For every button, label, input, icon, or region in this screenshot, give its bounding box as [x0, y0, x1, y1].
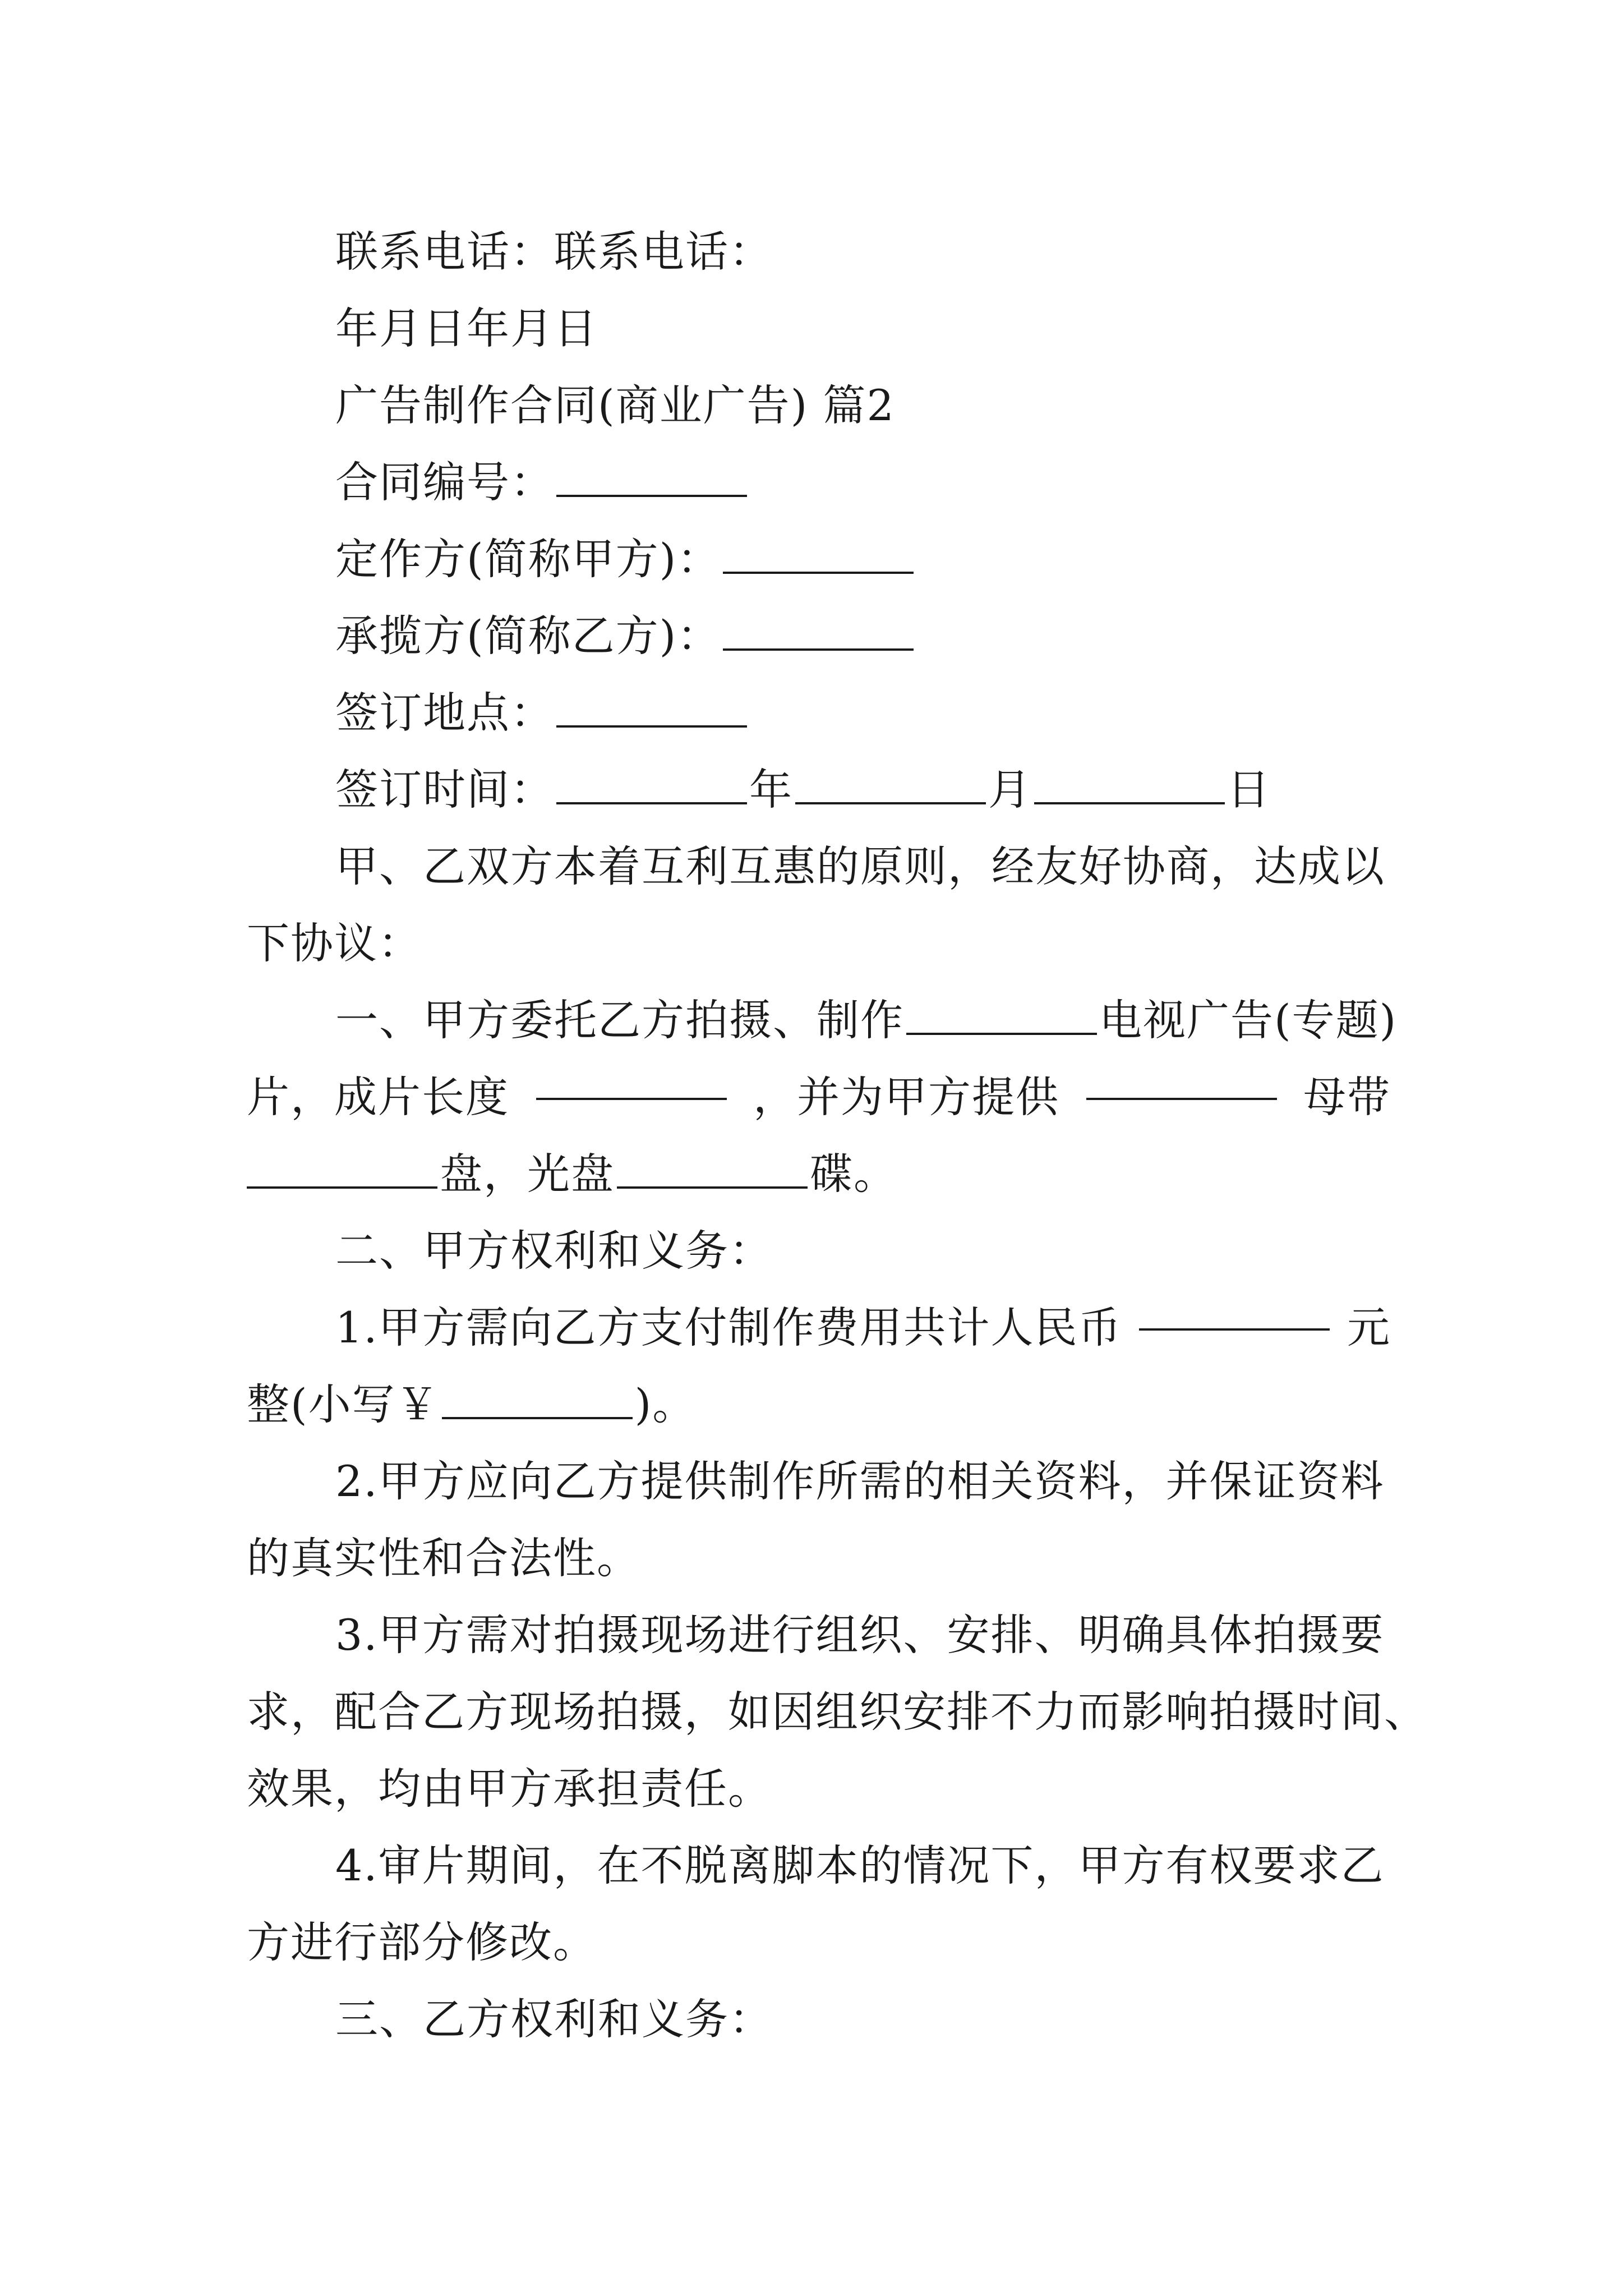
section-3-heading-text: 三、乙方权利和义务： — [335, 1994, 773, 2044]
party-b-label: 承揽方(简称乙方)： — [335, 611, 721, 661]
party-a-label: 定作方(简称甲方)： — [335, 534, 721, 584]
item-2-2-line-2 — [247, 1520, 1391, 1596]
item-2-1-line-1 — [247, 1289, 1391, 1366]
signing-month-blank — [795, 763, 986, 804]
section-2-heading-text: 二、甲方权利和义务： — [335, 1226, 773, 1276]
item-2-4-line-2 — [247, 1904, 1391, 1981]
section-3-heading — [247, 1981, 1391, 2058]
item-2-3-line-2 — [247, 1673, 1428, 1750]
year-text: 年 — [749, 765, 793, 815]
contact-phone-line — [247, 213, 1391, 290]
film-length-blank — [536, 1059, 727, 1100]
signing-time-line — [247, 751, 1391, 828]
item-2-1-line-2 — [247, 1366, 1391, 1443]
item-2-1-text-a: 1.甲方需向乙方支付制作费用共计人民币 — [335, 1303, 1122, 1352]
disc-count-blank — [617, 1147, 808, 1189]
section-2-heading — [247, 1212, 1391, 1289]
day-text: 日 — [1227, 765, 1271, 815]
contact-phone-text: 联系电话：联系电话： — [335, 227, 773, 277]
party-b-line — [247, 597, 1391, 674]
party-a-blank — [723, 532, 914, 574]
tape-count-blank — [247, 1147, 437, 1189]
ad-name-blank — [906, 993, 1097, 1035]
clause-1-text-d: ，并为甲方提供 — [753, 1072, 1059, 1122]
contract-title-text: 广告制作合同(商业广告) 篇2 — [335, 380, 895, 430]
clause-1-line-2 — [247, 1059, 1391, 1135]
preamble-line-2 — [247, 905, 1391, 982]
item-2-1-text-d: )。 — [634, 1379, 697, 1429]
item-2-2-text-b: 的真实性和合法性。 — [247, 1533, 640, 1583]
clause-1-text-e: 母带 — [1303, 1072, 1391, 1122]
fee-numeric-blank — [442, 1378, 633, 1419]
signing-place-blank — [556, 686, 747, 728]
item-2-2-line-1 — [247, 1443, 1391, 1520]
preamble-line-1 — [247, 828, 1391, 905]
item-2-4-text-b: 方进行部分修改。 — [247, 1917, 597, 1967]
signing-time-label: 签订时间： — [335, 765, 554, 815]
month-text: 月 — [988, 765, 1032, 815]
document-page — [247, 213, 1428, 2058]
item-2-2-text-a: 2.甲方应向乙方提供制作所需的相关资料，并保证资料 — [335, 1456, 1385, 1506]
party-a-line — [247, 521, 1391, 597]
item-2-3-text-b: 求，配合乙方现场拍摄，如因组织安排不力而影响拍摄时间、 — [247, 1687, 1428, 1737]
clause-1-text-c: 片，成片长度 — [247, 1072, 509, 1122]
signing-year-blank — [556, 763, 747, 804]
preamble-text-1: 甲、乙双方本着互利互惠的原则，经友好协商，达成以 — [335, 841, 1385, 891]
signing-day-blank — [1034, 763, 1225, 804]
clause-1-text-g: 碟。 — [810, 1149, 897, 1199]
clause-1-line-1 — [247, 982, 1398, 1059]
item-2-3-text-c: 效果，均由甲方承担责任。 — [247, 1764, 772, 1814]
contract-number-line — [247, 444, 1391, 521]
item-2-3-text-a: 3.甲方需对拍摄现场进行组织、安排、明确具体拍摄要 — [335, 1610, 1385, 1660]
signing-place-line — [247, 674, 1391, 751]
master-tape-blank — [1086, 1059, 1277, 1100]
item-2-4-text-a: 4.审片期间，在不脱离脚本的情况下，甲方有权要求乙 — [335, 1841, 1385, 1890]
item-2-3-line-1 — [247, 1596, 1391, 1673]
contract-number-label: 合同编号： — [335, 457, 554, 507]
clause-1-text-a: 一、甲方委托乙方拍摄、制作 — [335, 995, 904, 1045]
fee-amount-blank — [1139, 1289, 1330, 1331]
item-2-3-line-3 — [247, 1750, 1391, 1827]
item-2-4-line-1 — [247, 1827, 1391, 1904]
party-b-blank — [723, 609, 914, 651]
preamble-text-2: 下协议： — [247, 918, 422, 968]
clause-1-line-3 — [247, 1135, 1391, 1212]
clause-1-text-b: 电视广告(专题) — [1099, 995, 1398, 1045]
contract-title — [247, 367, 1391, 444]
date-text: 年月日年月日 — [335, 303, 598, 353]
contract-number-blank — [556, 455, 747, 497]
item-2-1-text-c: 整(小写￥ — [247, 1379, 440, 1429]
clause-1-text-f: 盘，光盘 — [440, 1149, 615, 1199]
date-line — [247, 290, 1391, 367]
signing-place-label: 签订地点： — [335, 688, 554, 738]
item-2-1-text-b: 元 — [1347, 1303, 1391, 1352]
